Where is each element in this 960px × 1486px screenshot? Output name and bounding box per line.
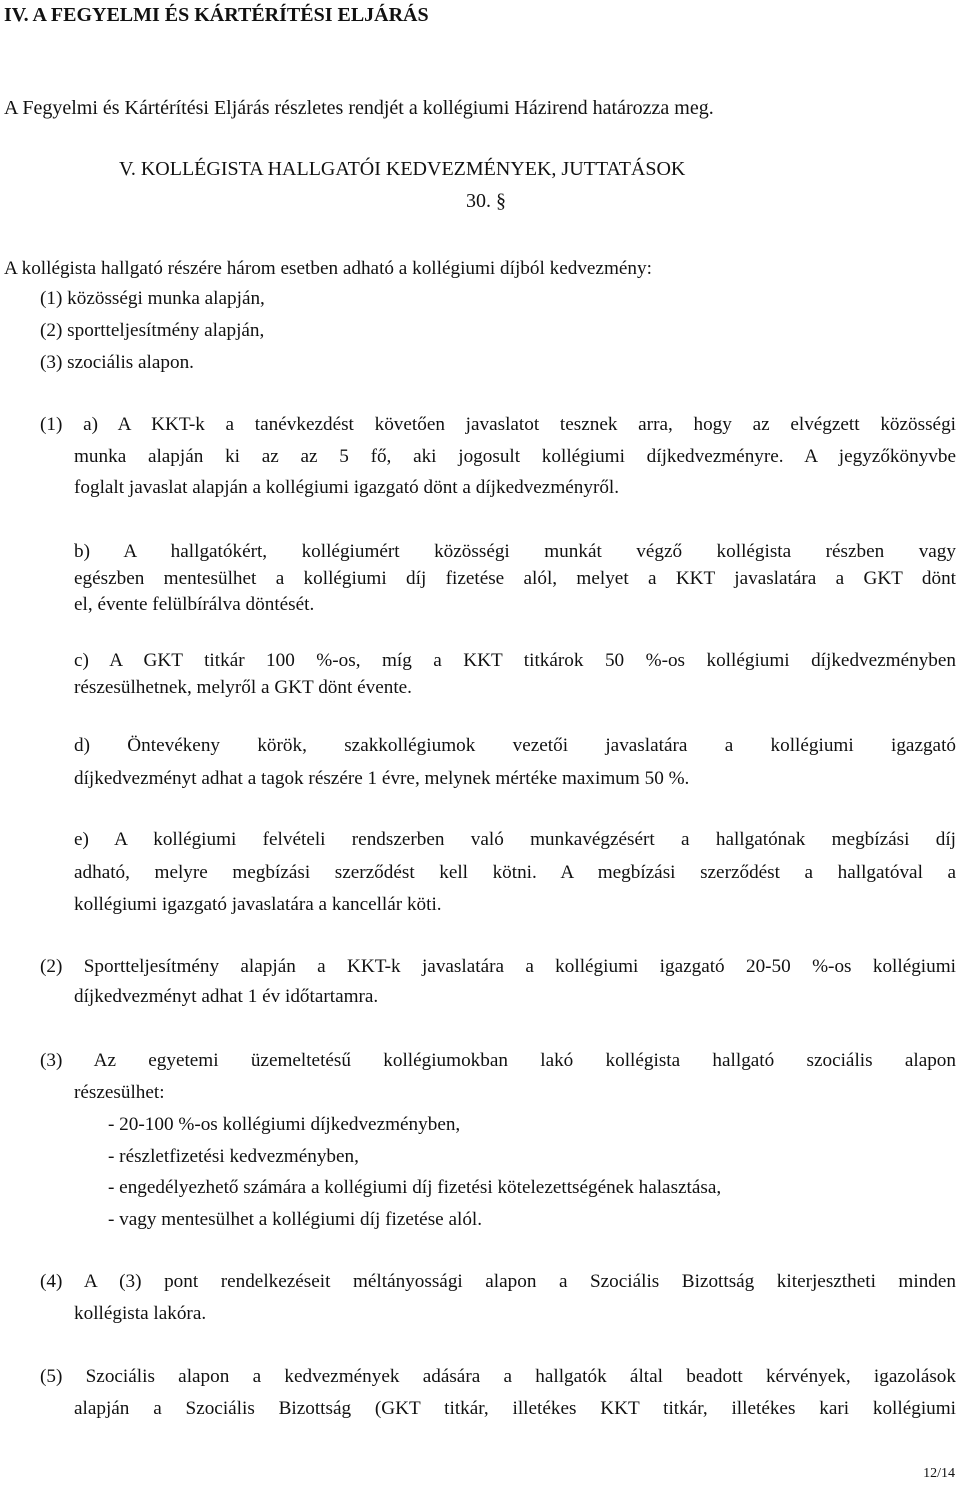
heading-v: V. KOLLÉGISTA HALLGATÓI KEDVEZMÉNYEK, JUTTATÁSOK xyxy=(119,158,686,180)
list-item: (1) közösségi munka alapján, xyxy=(40,288,265,309)
text-line: díjkedvezményt adhat a tagok részére 1 évre, melynek mértéke maximum 50 %. xyxy=(74,768,690,789)
text-line: díjkedvezményt adhat 1 év időtartamra. xyxy=(74,986,379,1007)
list-item: - részletfizetési kedvezményben, xyxy=(108,1146,359,1167)
text-line: e) A kollégiumi felvételi rendszerben való munkavégzésért a hallgatónak megbízási díj xyxy=(74,829,956,850)
list-item: (2) sportteljesítmény alapján, xyxy=(40,320,265,341)
list-item: - vagy mentesülhet a kollégiumi díj fizetése alól. xyxy=(108,1209,483,1230)
text-line: d) Öntevékeny körök, szakkollégiumok vezetői javaslatára a kollégiumi igazgató xyxy=(74,735,956,756)
text-line: (5) Szociális alapon a kedvezmények adására a hallgatók által beadott kérvények, igazolások xyxy=(40,1366,956,1387)
list-item: (3) szociális alapon. xyxy=(40,352,194,373)
text-line: (3) Az egyetemi üzemeltetésű kollégiumokban lakó kollégista hallgató szociális alapon xyxy=(40,1050,956,1071)
text-line: egészben mentesülhet a kollégiumi díj fizetése alól, melyet a KKT javaslatára a GKT dönt xyxy=(74,568,956,589)
text-line: (1) a) A KKT-k a tanévkezdést követően javaslatot tesznek arra, hogy az elvégzett közösségi xyxy=(40,414,956,435)
text-line: részesülhet: xyxy=(74,1082,165,1103)
text-line: részesülhetnek, melyről a GKT dönt évente. xyxy=(74,677,412,698)
text-line: el, évente felülbírálva döntését. xyxy=(74,594,315,615)
intro-paragraph: A Fegyelmi és Kártérítési Eljárás részletes rendjét a kollégiumi Házirend határozza meg. xyxy=(4,97,714,119)
text-line: b) A hallgatókért, kollégiumért közösségi munkát végző kollégista részben vagy xyxy=(74,541,956,562)
list-item: - 20-100 %-os kollégiumi díjkedvezményben, xyxy=(108,1114,461,1135)
text-line: munka alapján ki az az 5 fő, aki jogosult kollégiumi díjkedvezményre. A jegyzőkönyvbe xyxy=(74,446,956,467)
section-number: 30. § xyxy=(466,190,506,212)
text-line: foglalt javaslat alapján a kollégiumi igazgató dönt a díjkedvezményről. xyxy=(74,477,620,498)
text-line: kollégiumi igazgató javaslatára a kancellár köti. xyxy=(74,894,442,915)
text-line: kollégista lakóra. xyxy=(74,1303,207,1324)
text-line: (4) A (3) pont rendelkezéseit méltányossági alapon a Szociális Bizottság kiterjesztheti minden xyxy=(40,1271,956,1292)
text-line: adható, melyre megbízási szerződést kell kötni. A megbízási szerződést a hallgatóval a xyxy=(74,862,956,883)
page-number: 12/14 xyxy=(923,1466,955,1481)
text-line: A kollégista hallgató részére három esetben adható a kollégiumi díjból kedvezmény: xyxy=(4,258,652,279)
text-line: c) A GKT titkár 100 %-os, míg a KKT titkárok 50 %-os kollégiumi díjkedvezményben xyxy=(74,650,956,671)
text-line: alapján a Szociális Bizottság (GKT titkár, illetékes KKT titkár, illetékes kari kollégiumi xyxy=(74,1398,956,1419)
heading-iv: IV. A FEGYELMI ÉS KÁRTÉRÍTÉSI ELJÁRÁS xyxy=(4,4,429,26)
text-line: (2) Sportteljesítmény alapján a KKT-k javaslatára a kollégiumi igazgató 20-50 %-os kollégiumi xyxy=(40,956,956,977)
list-item: - engedélyezhető számára a kollégiumi díj fizetési kötelezettségének halasztása, xyxy=(108,1177,722,1198)
